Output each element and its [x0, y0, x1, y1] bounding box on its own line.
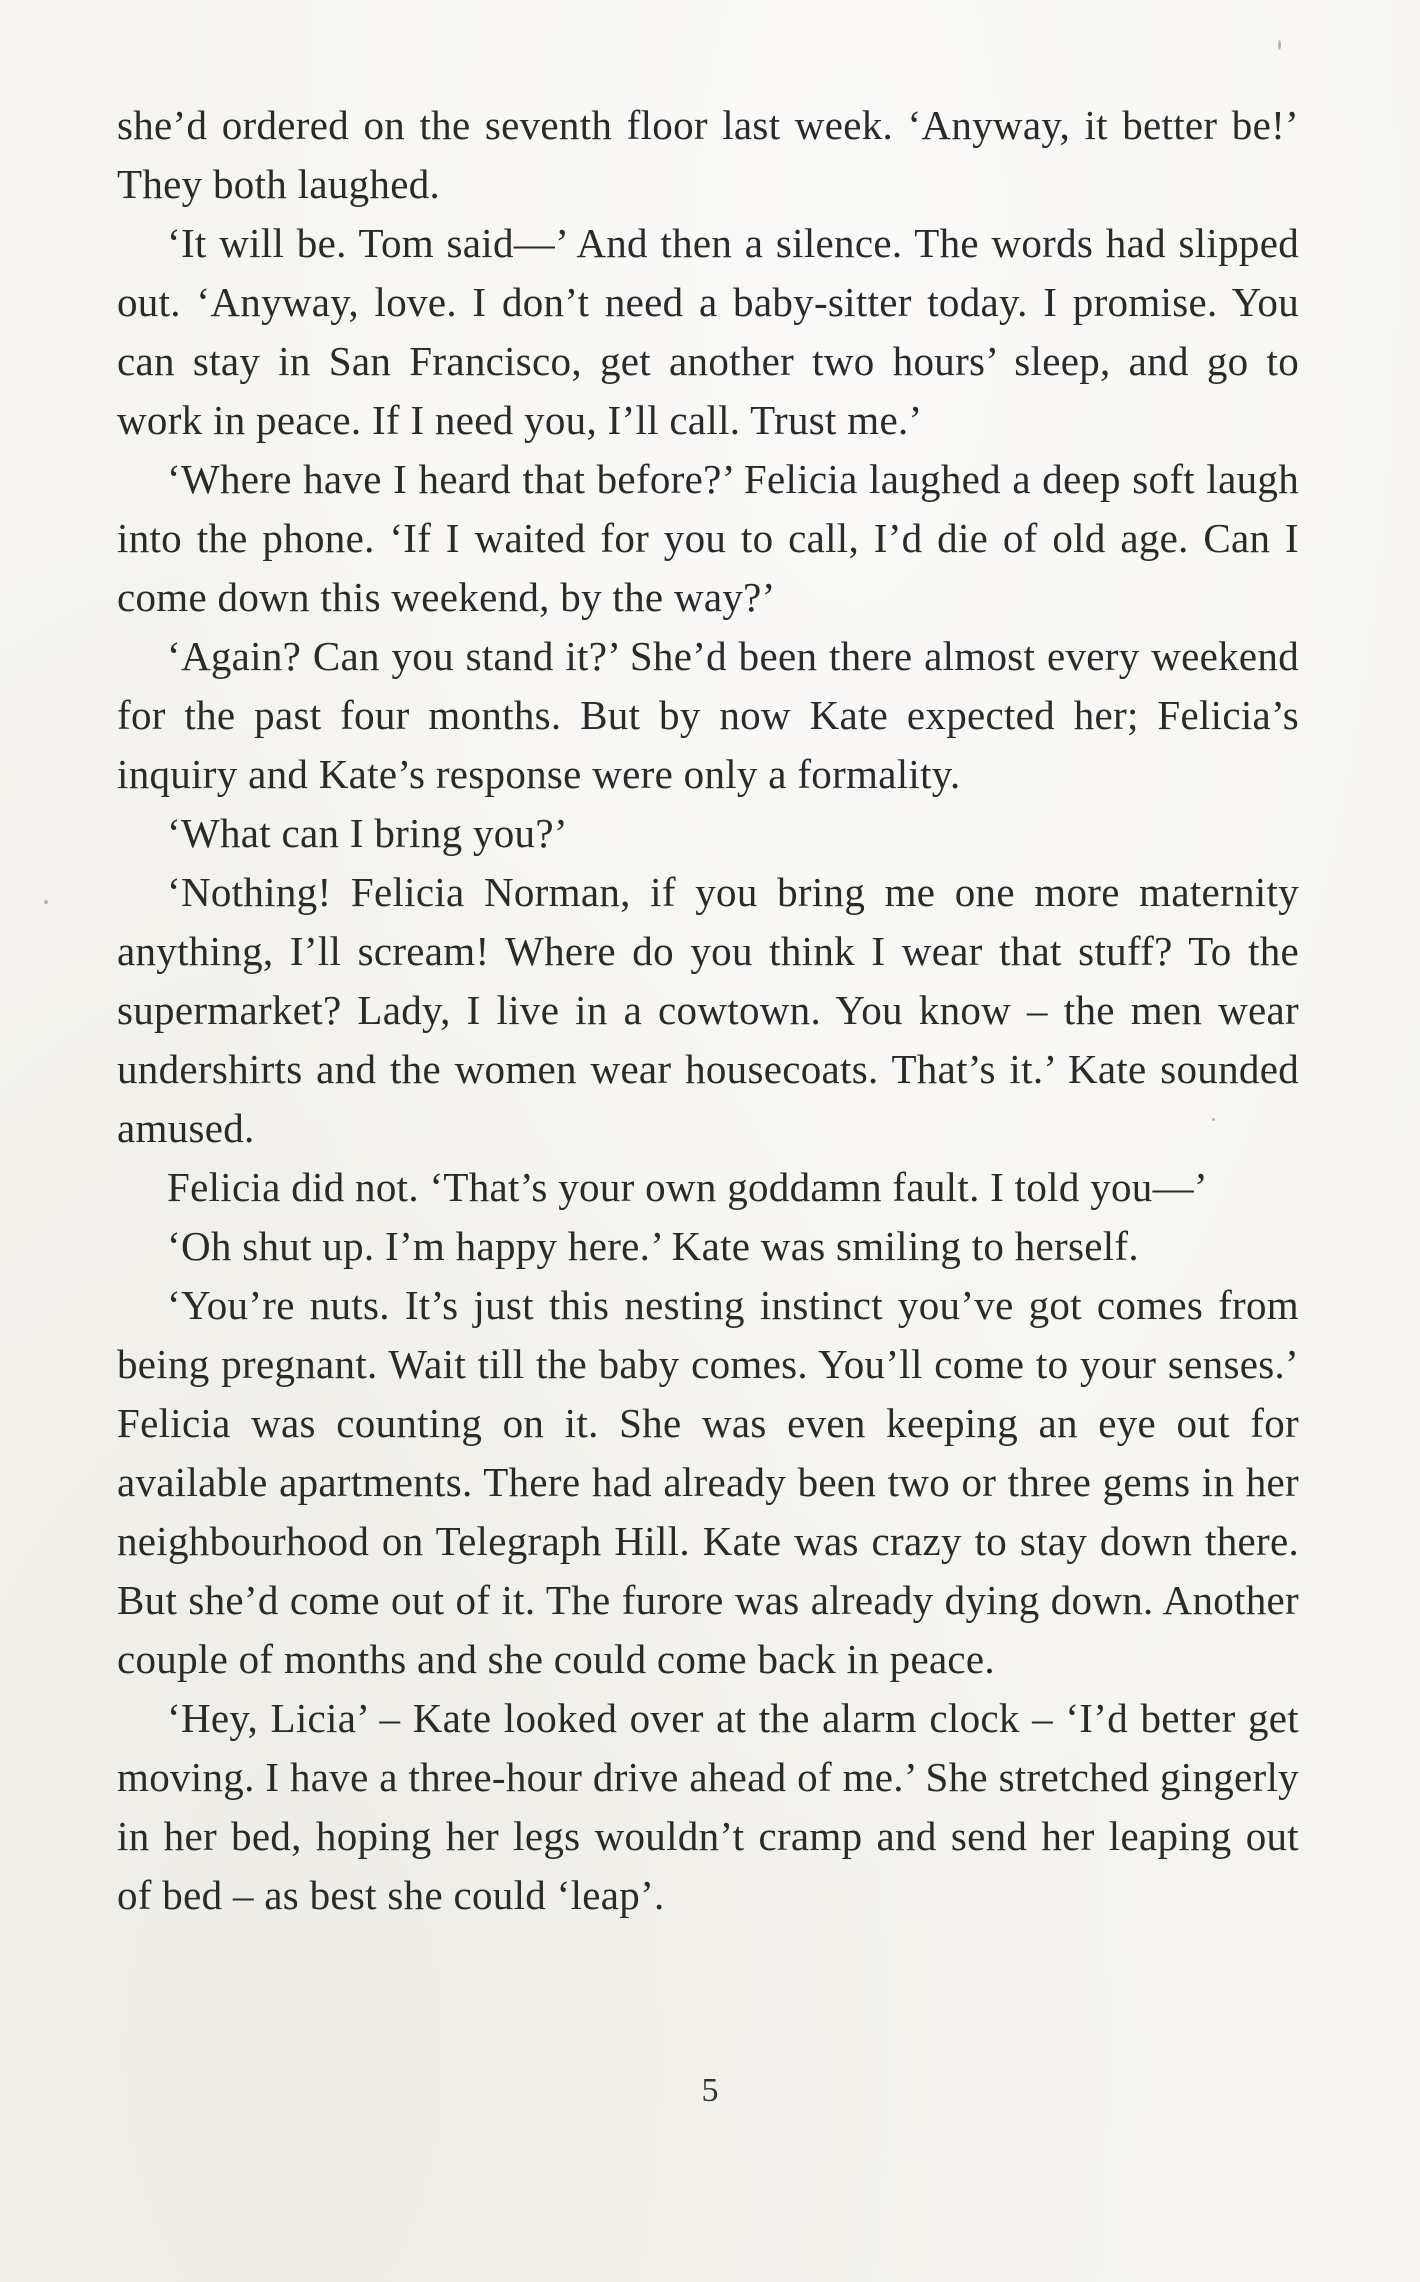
paragraph: ‘It will be. Tom said—’ And then a silence. The words had slipped out. ‘Anyway, love. I don’t need a baby-sitter today. I promise. You can stay in San Francisco, get another two hours’ sleep, and go to work in peace. If I need you, I’ll call. Trust me.’: [117, 220, 1299, 443]
paper-speck: [44, 900, 48, 904]
paragraph: ‘Where have I heard that before?’ Felicia laughed a deep soft laugh into the phone. ‘If I waited for you to call, I’d die of old age. Can I come down this weekend, by the way?’: [117, 456, 1299, 620]
paragraph: she’d ordered on the seventh floor last week. ‘Anyway, it better be!’ They both laughed.: [117, 102, 1299, 207]
page-number: 5: [701, 2072, 719, 2109]
paragraph: ‘Nothing! Felicia Norman, if you bring me one more maternity anything, I’ll scream! Where do you think I wear that stuff? To the supermarket? Lady, I live in a cowtown. You know – the men wear undershirts and the women wear housecoats. That’s it.’ Kate sounded amused.: [117, 869, 1299, 1151]
paper-speck: [1278, 40, 1281, 50]
paragraph: ‘Oh shut up. I’m happy here.’ Kate was smiling to herself.: [167, 1223, 1139, 1269]
paragraph: ‘You’re nuts. It’s just this nesting instinct you’ve got comes from being pregnant. Wait till the baby comes. You’ll come to your senses.’ Felicia was counting on it. She was even keeping an eye out for available apartments. There had already been two or three gems in her neighbourhood on Telegraph Hill. Kate was crazy to stay down there. But she’d come out of it. The furore was already dying down. Another couple of months and she could come back in peace.: [117, 1282, 1299, 1682]
paragraph: ‘Again? Can you stand it?’ She’d been there almost every weekend for the past four months. But by now Kate expected her; Felicia’s inquiry and Kate’s response were only a formality.: [117, 633, 1299, 797]
paragraph: ‘What can I bring you?’: [167, 810, 568, 856]
paragraph: ‘Hey, Licia’ – Kate looked over at the alarm clock – ‘I’d better get moving. I have a three-hour drive ahead of me.’ She stretched gingerly in her bed, hoping her legs wouldn’t cramp and send her leaping out of bed – as best she could ‘leap’.: [117, 1695, 1299, 1918]
paragraph: Felicia did not. ‘That’s your own goddamn fault. I told you—’: [167, 1164, 1208, 1210]
body-text: [117, 96, 1299, 1925]
